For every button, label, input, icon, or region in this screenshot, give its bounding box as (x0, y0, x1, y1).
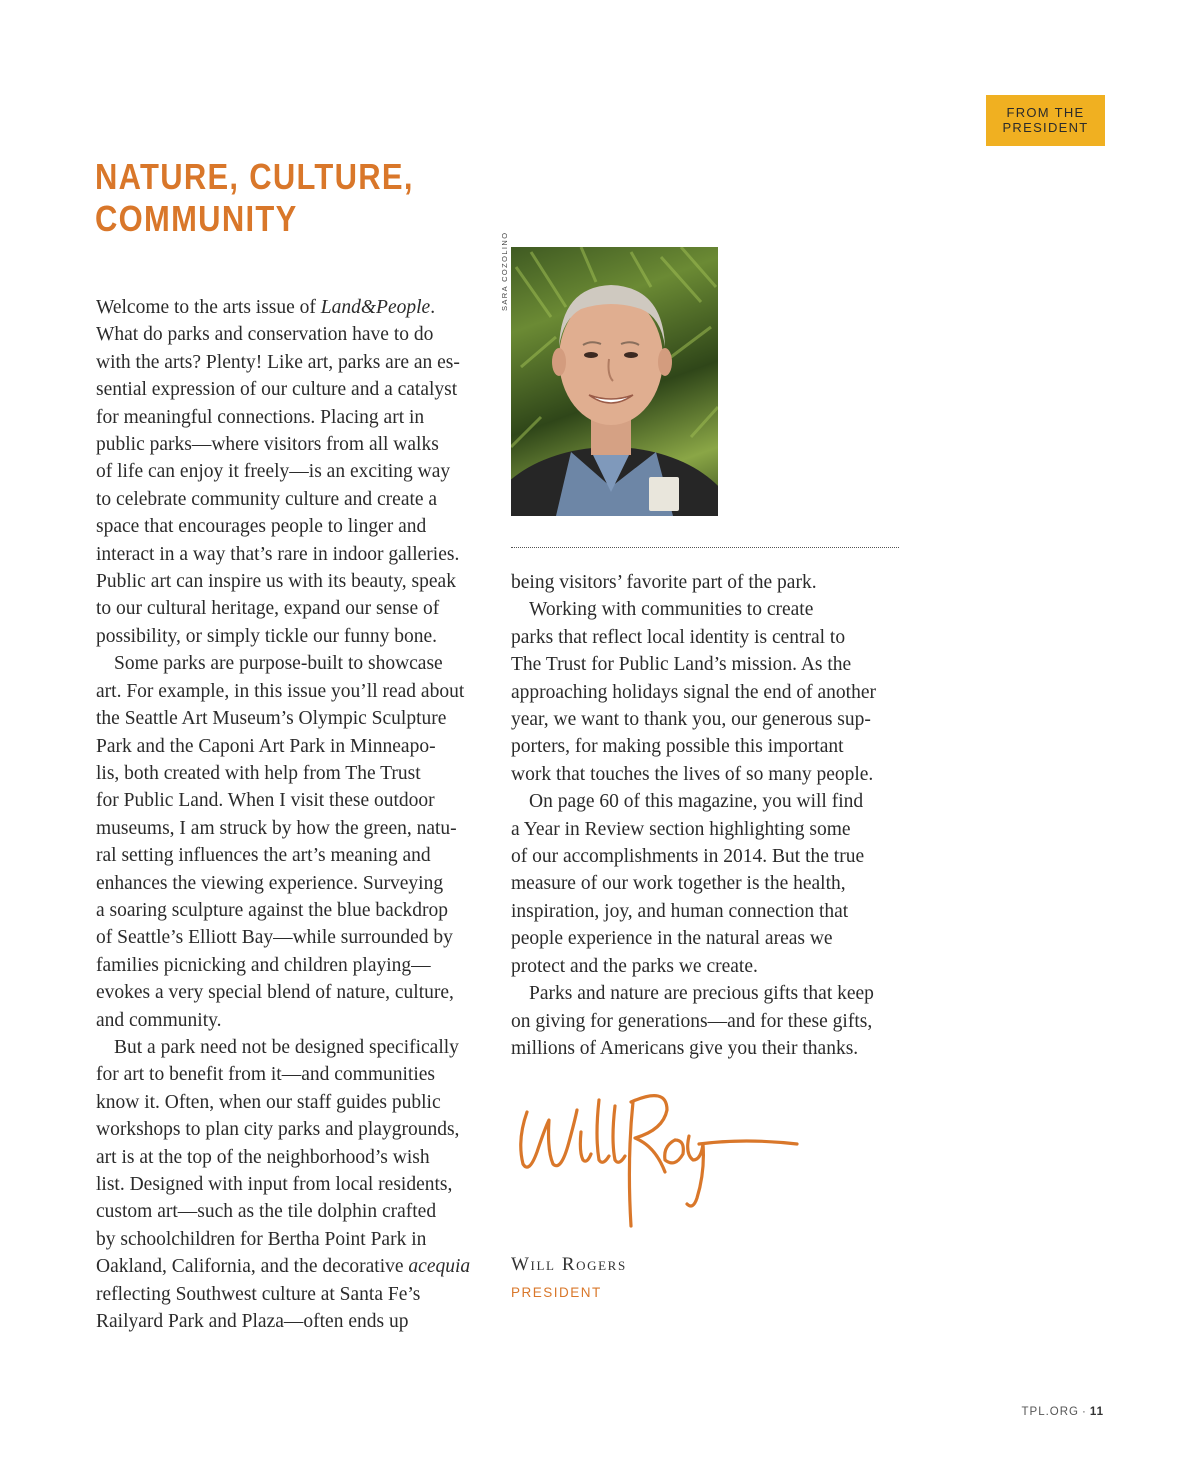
paragraph-year-in-review: On page 60 of this magazine, you will find a Year in Review section highlighting some of our accomplishments in 2014. But the true measure of our work together is the health, inspiration, joy, and human connection that people experience in the natural areas we protect and the parks we create. (511, 791, 865, 977)
footer-separator: · (1081, 1406, 1087, 1418)
paragraph-continuation: being visitors’ favorite part of the park. (511, 572, 817, 593)
section-tag (986, 95, 1105, 146)
president-portrait-photo (511, 247, 718, 516)
page-footer (1022, 1406, 1105, 1418)
right-body-column (511, 569, 911, 1062)
left-body-column (96, 294, 496, 1335)
paragraph-local-identity: Working with communities to create parks that reflect local identity is central to The Trust for Public Land’s mission. As the approaching holidays signal the end of another year, we want to thank you, our generous sup- porters, for making possible this important work that touches the lives of so many people. (511, 599, 876, 785)
section-tag-line1: FROM THE (1006, 105, 1085, 120)
site-url: TPL.ORG (1021, 1406, 1079, 1418)
paragraph-welcome: Welcome to the arts issue of Land&People. What do parks and conservation have to do with the arts? Plenty! Like art, parks are an es- sential expression of our culture and a catalyst for meaningful connections. Placing art in public parks—where visitors from all walks of life can enjoy it freely—is an exciting way to celebrate community culture and create a space that encourages people to linger and interact in a way that’s rare in indoor galleries. Public art can inspire us with its beauty, speak to our cultural heritage, expand our sense of possibility, or simply tickle our funny bone. (96, 297, 460, 647)
headline (95, 156, 414, 240)
dotted-divider (511, 547, 899, 548)
paragraph-community-art: But a park need not be designed specifically for art to benefit from it—and communities know it. Often, when our staff guides public workshops to plan city parks and playgrounds, art is at the top of the neighborhood’s wish list. Designed with input from local residents, custom art—such as the tile dolphin crafted by schoolchildren for Bertha Point Park in Oakland, California, and the decorative acequia reflecting Southwest culture at Santa Fe’s Railyard Park and Plaza—often ends up (96, 1036, 471, 1333)
handwritten-signature (515, 1080, 805, 1250)
section-tag-line2: PRESIDENT (1002, 120, 1089, 135)
headline-line2: COMMUNITY (95, 198, 298, 239)
acequia-term: acequia (408, 1256, 471, 1278)
magazine-title: Land&People (320, 297, 431, 318)
paragraph-purpose-built-parks: Some parks are purpose-built to showcase art. For example, in this issue you’ll read about the Seattle Art Museum’s Olympic Sculpture Park and the Caponi Art Park in Minneapo- lis, both created with help from The Trust for Public Land. When I visit these outdoor museums, I am struck by how the green, natu- ral setting influences the art’s meaning and enhances the viewing experience. Surveying a soaring sculpture against the blue backdrop of Seattle’s Elliott Bay—while surrounded by families picnicking and children playing— evokes a very special blend of nature, culture, and community. (96, 653, 465, 1031)
page-number: 11 (1089, 1406, 1104, 1418)
paragraph-closing: Parks and nature are precious gifts that keep on giving for generations—and for these gifts, millions of Americans give you their thanks. (511, 983, 874, 1059)
signatory-name: Will Rogers (511, 1254, 627, 1275)
signatory-title: PRESIDENT (511, 1285, 602, 1300)
portrait-illustration (511, 247, 718, 516)
headline-line1: NATURE, CULTURE, (95, 156, 414, 197)
